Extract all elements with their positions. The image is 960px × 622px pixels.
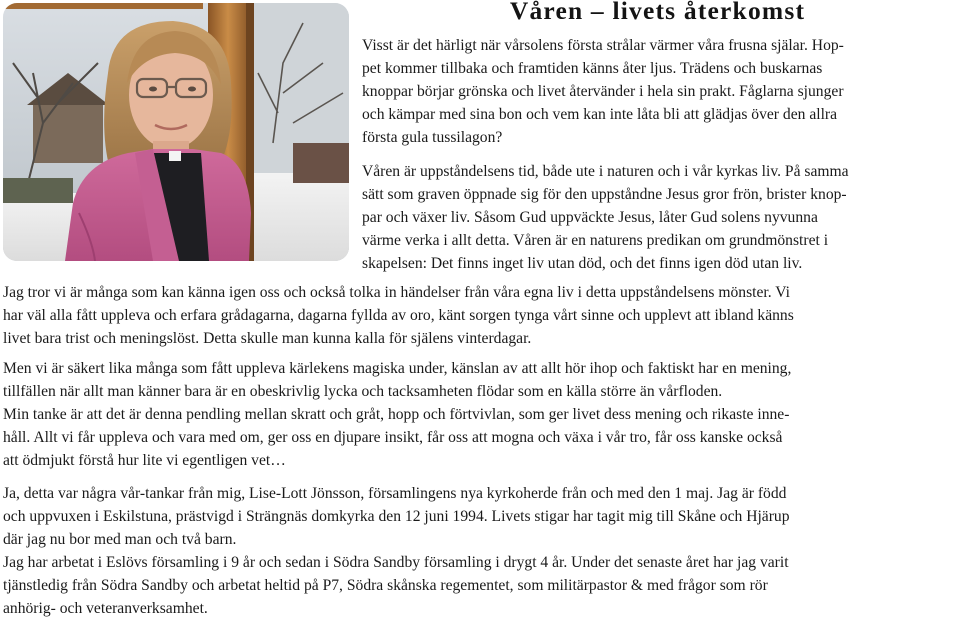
paragraph-line: Visst är det härligt när vårsolens första strålar värmer våra frusna själar. Hop- [362,37,844,54]
paragraph-line: att ödmjukt förstå hur lite vi egentligen vet… [3,452,286,470]
paragraph-line: Jag har arbetat i Eslövs församling i 9 år och sedan i Södra Sandby församling i drygt 4 år. Under det senaste året har jag varit [3,554,789,572]
paragraph-line: Men vi är säkert lika många som fått uppleva kärlekens magiska under, känslan av att allt hör ihop och faktiskt har en mening, [3,360,792,377]
paragraph-line: sätt som graven öppnade sig för den uppståndne Jesus gror frön, brister knop- [362,186,847,204]
paragraph-line: pet kommer tillbaka och framtiden känns åter ljus. Trädens och buskarnas [362,60,823,78]
paragraph-line: Jag tror vi är många som kan känna igen oss och också tolka in händelser från våra egna liv i detta uppståndelsens mönster. Vi [3,284,790,301]
paragraph-line: har väl alla fått uppleva och erfara grådagarna, dagarna fyllda av oro, känt sorgen tynga vårt sinne och upplevt att ibland känns [3,307,794,325]
love-paragraph [3,357,791,472]
intro-paragraph [362,34,844,149]
paragraph-line: tjänstledig från Södra Sandby och arbetat heltid på P7, Södra skånska regementet, som militärpastor & med frågor som rör [3,577,768,595]
spring-paragraph [362,160,849,275]
about-paragraph [3,482,790,621]
paragraph-line: par och växer liv. Såsom Gud uppväckte Jesus, låter Gud solens nyvunna [362,209,818,227]
paragraph-line: och uppvuxen i Eskilstuna, prästvigd i Strängnäs domkyrka den 12 juni 1994. Livets stigar har tagit mig till Skåne och Hjärup [3,508,790,526]
portrait-illustration [3,3,349,261]
paragraph-line: första gula tussilagon? [362,129,503,147]
paragraph-line: tillfällen när allt man känner bara är en obeskrivlig lycka och tacksamheten flödar som en källa större än vårfloden. [3,383,723,401]
portrait-photo [3,3,349,261]
paragraph-line: Våren är uppståndelsens tid, både ute i naturen och i vår kyrkas liv. På samma [362,163,849,180]
article-title: Våren – livets återkomst [509,0,806,25]
paragraph-line: anhörig- och veteranverksamhet. [3,600,208,618]
paragraph-line: värme verka i allt detta. Våren är en naturens predikan om grundmönstret i [362,232,829,250]
paragraph-line: Min tanke är att det är denna pendling mellan skratt och gråt, hopp och förtvivlan, som ger livet dess mening och rikaste inne- [3,406,790,424]
paragraph-line: livet bara trist och meningslöst. Detta skulle man kunna kalla för själens vinterdagar. [3,330,532,348]
paragraph-line: där jag nu bor med man och två barn. [3,531,237,549]
paragraph-line: knoppar börjar grönska och livet återvänder i hela sin prakt. Fåglarna sjunger [362,83,844,101]
paragraph-line: håll. Allt vi får uppleva och vara med om, ger oss en djupare insikt, får oss att mogna och växa i vår tro, får oss kanske också [3,429,783,447]
paragraph-line: och kämpar med sina bon och vem kan inte låta bli att glädjas över den allra [362,106,838,124]
paragraph-line: Ja, detta var några vår-tankar från mig, Lise-Lott Jönsson, församlingens nya kyrkoherde från och med den 1 maj. Jag är född [3,485,787,502]
paragraph-line: skapelsen: Det finns inget liv utan död, och det finns igen död utan liv. [362,255,803,273]
recognition-paragraph [3,281,794,350]
